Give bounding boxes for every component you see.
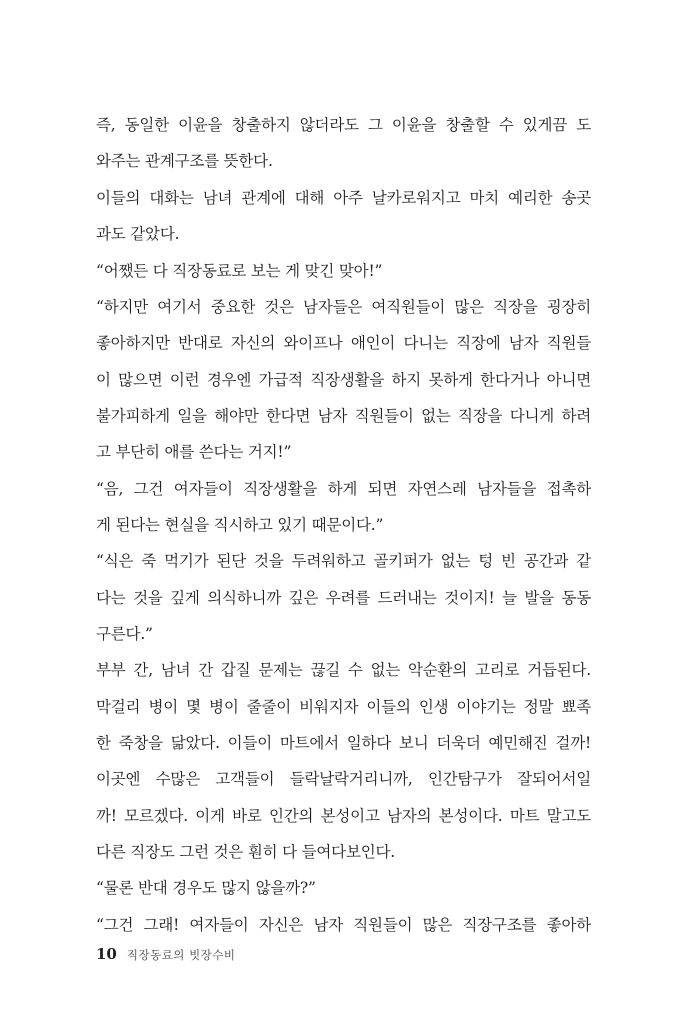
text-line: “물론 반대 경우도 많지 않을까?”	[96, 879, 316, 897]
text-line: 한 죽창을 닮았다. 이들이 마트에서 일하다 보니 더욱더 예민해진 걸까!	[96, 734, 591, 752]
text-line: 과도 같았다.	[96, 225, 180, 243]
text-line: 이곳엔 수많은 고객들이 들락날락거리니까, 인간탐구가 잘되어서일	[96, 770, 591, 788]
text-line: 다른 직장도 그런 것은 훤히 다 들여다보인다.	[96, 843, 396, 861]
text-line: 까! 모르겠다. 이게 바로 인간의 본성이고 남자의 본성이다. 마트 말고도	[96, 807, 591, 825]
text-line: 불가피하게 일을 해야만 한다면 남자 직원들이 없는 직장을 다니게 하려	[96, 407, 591, 425]
text-line: 좋아하지만 반대로 자신의 와이프나 애인이 다니는 직장에 남자 직원들	[96, 334, 591, 352]
text-line: 이 많으면 이런 경우엔 가급적 직장생활을 하지 못하게 한다거나 아니면	[96, 371, 591, 389]
text-line: 부부 간, 남녀 간 갑질 문제는 끊길 수 없는 악순환의 고리로 거듭된다.	[96, 661, 591, 679]
text-line: 즉, 동일한 이윤을 창출하지 않더라도 그 이윤을 창출할 수 있게끔 도	[96, 116, 591, 134]
text-line: 이들의 대화는 남녀 관계에 대해 아주 날카로워지고 마치 예리한 송곳	[96, 189, 591, 207]
page-footer	[96, 943, 236, 965]
text-line: 다는 것을 깊게 의식하니까 깊은 우려를 드러내는 것이지! 늘 발을 동동	[96, 589, 591, 607]
text-line: 와주는 관계구조를 뜻한다.	[96, 152, 273, 170]
text-line: “그건 그래! 여자들이 자신은 남자 직원들이 많은 직장구조를 좋아하	[96, 916, 591, 934]
text-line: 막걸리 병이 몇 병이 줄줄이 비워지자 이들의 인생 이야기는 정말 뾰족	[96, 698, 591, 716]
text-line: 고 부단히 애를 쓴다는 거지!”	[96, 443, 292, 461]
page-number: 10	[96, 945, 117, 963]
text-line: 게 된다는 현실을 직시하고 있기 때문이다.”	[96, 516, 384, 534]
running-title: 직장동료의 빗장수비	[126, 948, 236, 962]
text-line: 구른다.”	[96, 625, 153, 643]
text-line: “하지만 여기서 중요한 것은 남자들은 여직원들이 많은 직장을 굉장히	[96, 298, 591, 316]
text-line: “어쨌든 다 직장동료로 보는 게 맞긴 맞아!”	[96, 262, 383, 280]
text-line: “식은 죽 먹기가 된단 것을 두려워하고 골키퍼가 없는 텅 빈 공간과 같	[96, 552, 591, 570]
text-line: “음, 그건 여자들이 직장생활을 하게 되면 자연스레 남자들을 접촉하	[96, 480, 591, 498]
